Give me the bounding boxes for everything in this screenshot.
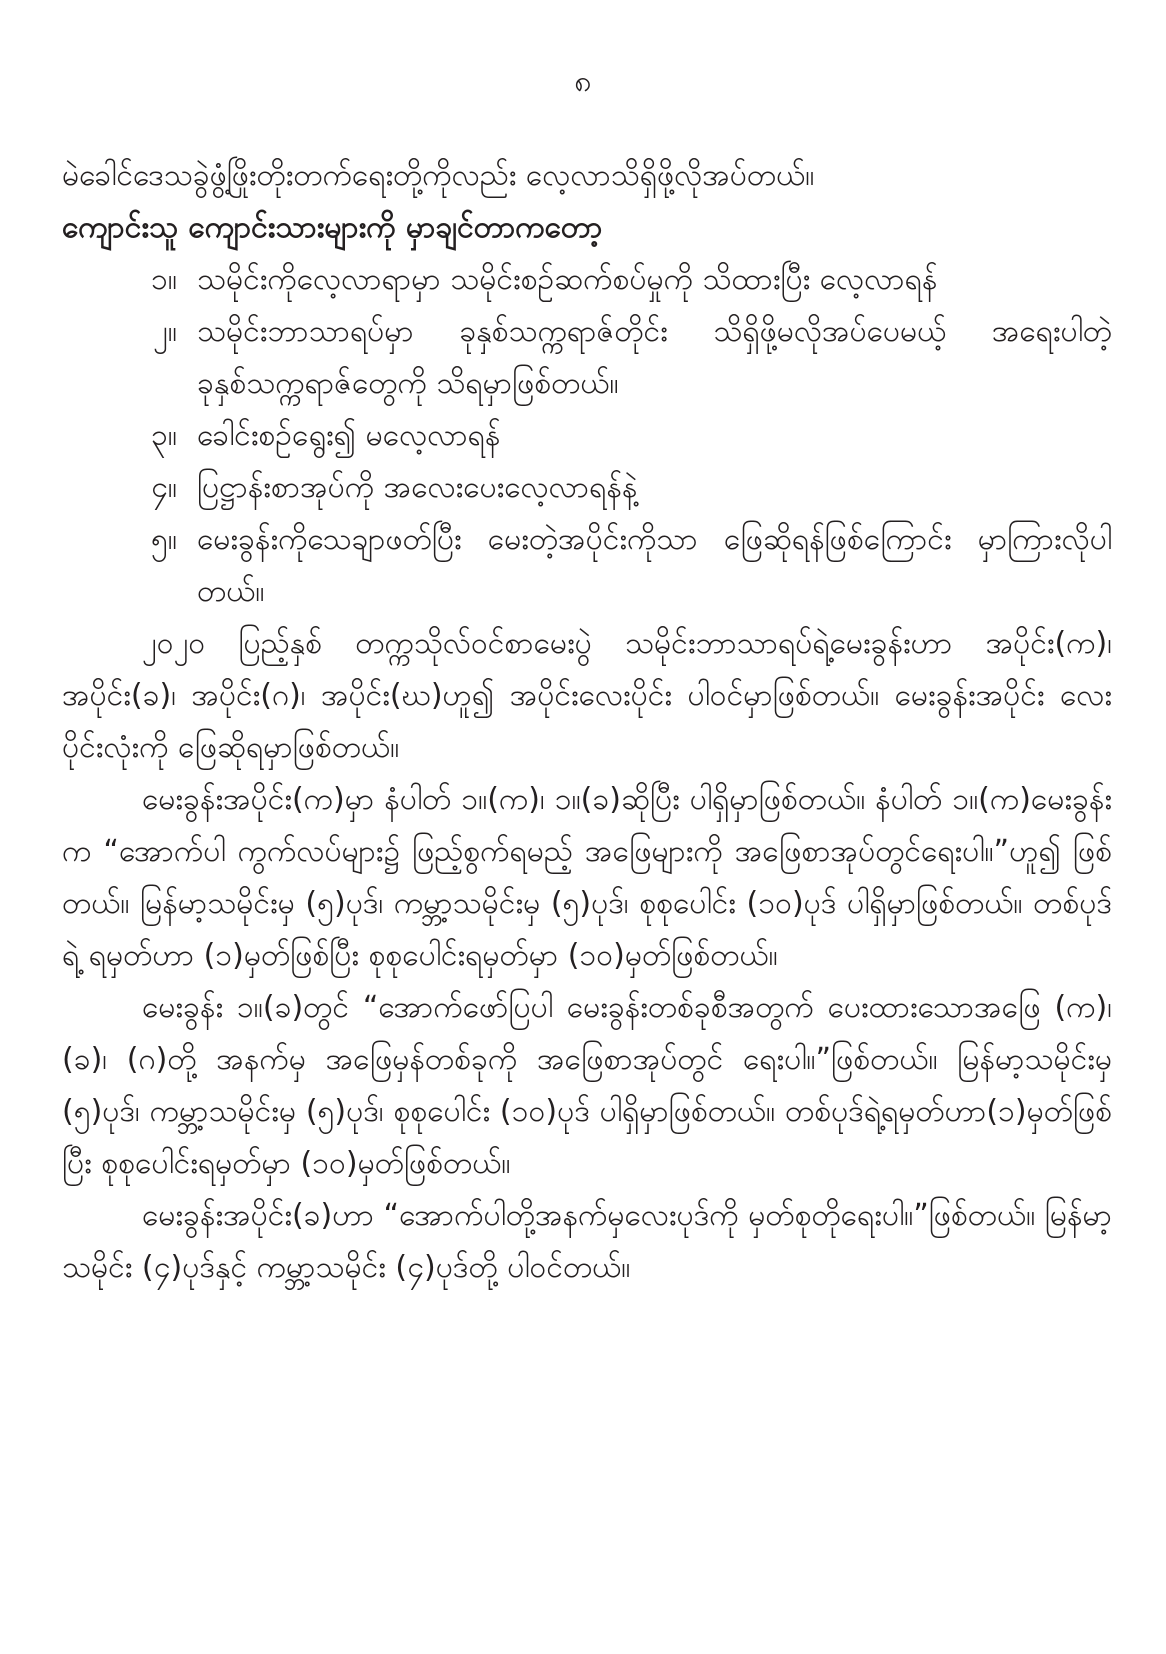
page-number: ၈ [574, 64, 592, 99]
list-item-text: သမိုင်းကိုလေ့လာရာမှာ သမိုင်းစဉ်ဆက်စပ်မှုကို သိထားပြီး လေ့လာရန် [197, 262, 938, 297]
list-item-number: ၃။ [151, 418, 177, 453]
list-item-number: ၄။ [151, 470, 177, 505]
intro-line: မဲခေါင်ဒေသခွဲဖွံ့ဖြိုးတိုးတက်ရေးတို့ကိုလည်း လေ့လာသိရှိဖို့လိုအပ်တယ်။ [62, 158, 815, 193]
paragraph-section-b: မေးခွန်းအပိုင်း(ခ)ဟာ “အောက်ပါတို့အနက်မှလေးပုဒ်ကို မှတ်စုတိုရေးပါ။”ဖြစ်တယ်။ မြန်မာ့သမိုင်း (၄)ပုဒ်နှင့် ကမ္ဘာ့သမိုင်း (၄)ပုဒ်တို့ ပါဝင်တယ်။ [62, 1198, 1112, 1285]
list-item [62, 254, 1112, 306]
list-item-text: မေးခွန်းကိုသေချာဖတ်ပြီး မေးတဲ့အပိုင်းကိုသာ ဖြေဆိုရန်ဖြစ်ကြောင်း မှာကြားလိုပါတယ်။ [197, 522, 1112, 609]
list-item [62, 462, 1112, 514]
list-item-text: ပြဋ္ဌာန်းစာအုပ်ကို အလေးပေးလေ့လာရန်နဲ့ [197, 470, 638, 505]
list-item-text: ခေါင်းစဉ်ရွေး၍ မလေ့လာရန် [197, 418, 501, 453]
list-item [62, 514, 1112, 618]
list-item-number: ၂။ [153, 314, 177, 349]
list-item-number: ၅။ [151, 522, 177, 557]
list-item [62, 306, 1112, 410]
list-item-text: သမိုင်းဘာသာရပ်မှာ ခုနှစ်သက္ကရာဇ်တိုင်း သိရှိဖို့မလိုအပ်ပေမယ့် အရေးပါတဲ့ ခုနှစ်သက္ကရာဇ်တွေကို သိရမှာဖြစ်တယ်။ [197, 314, 1112, 401]
paragraph-exam-overview: ၂၀၂၀ ပြည့်နှစ် တက္ကသိုလ်ဝင်စာမေးပွဲ သမိုင်းဘာသာရပ်ရဲ့မေးခွန်းဟာ အပိုင်း(က)၊ အပိုင်း(ခ)၊ အပိုင်း(ဂ)၊ အပိုင်း(ဃ)ဟူ၍ အပိုင်းလေးပိုင်း ပါဝင်မှာဖြစ်တယ်။ မေးခွန်းအပိုင်း လေးပိုင်းလုံးကို ဖြေဆိုရမှာဖြစ်တယ်။ [62, 626, 1112, 765]
paragraph-question-1b: မေးခွန်း ၁။(ခ)တွင် “အောက်ဖော်ပြပါ မေးခွန်းတစ်ခုစီအတွက် ပေးထားသောအဖြေ (က)၊ (ခ)၊ (ဂ)တို့ အနက်မှ အဖြေမှန်တစ်ခုကို အဖြေစာအုပ်တွင် ရေးပါ။”ဖြစ်တယ်။ မြန်မာ့သမိုင်းမှ (၅)ပုဒ်၊ ကမ္ဘာ့သမိုင်းမှ (၅)ပုဒ်၊ စုစုပေါင်း (၁၀)ပုဒ် ပါရှိမှာဖြစ်တယ်။ တစ်ပုဒ်ရဲ့ရမှတ်ဟာ(၁)မှတ်ဖြစ်ပြီး စုစုပေါင်းရမှတ်မှာ (၁၀)မှတ်ဖြစ်တယ်။ [62, 990, 1112, 1181]
page-content [62, 150, 1112, 1294]
list-item-number: ၁။ [151, 262, 177, 297]
section-heading: ကျောင်းသူ ကျောင်းသားများကို မှာချင်တာကတော့ [62, 210, 603, 245]
advice-list [62, 254, 1112, 618]
paragraph-section-a: မေးခွန်းအပိုင်း(က)မှာ နံပါတ် ၁။(က)၊ ၁။(ခ)ဆိုပြီး ပါရှိမှာဖြစ်တယ်။ နံပါတ် ၁။(က)မေးခွန်းက “အောက်ပါ ကွက်လပ်များ၌ ဖြည့်စွက်ရမည့် အဖြေများကို အဖြေစာအုပ်တွင်ရေးပါ။”ဟူ၍ ဖြစ်တယ်။ မြန်မာ့သမိုင်းမှ (၅)ပုဒ်၊ ကမ္ဘာ့သမိုင်းမှ (၅)ပုဒ်၊ စုစုပေါင်း (၁၀)ပုဒ် ပါရှိမှာဖြစ်တယ်။ တစ်ပုဒ်ရဲ့ ရမှတ်ဟာ (၁)မှတ်ဖြစ်ပြီး စုစုပေါင်းရမှတ်မှာ (၁၀)မှတ်ဖြစ်တယ်။ [62, 782, 1112, 973]
list-item [62, 410, 1112, 462]
